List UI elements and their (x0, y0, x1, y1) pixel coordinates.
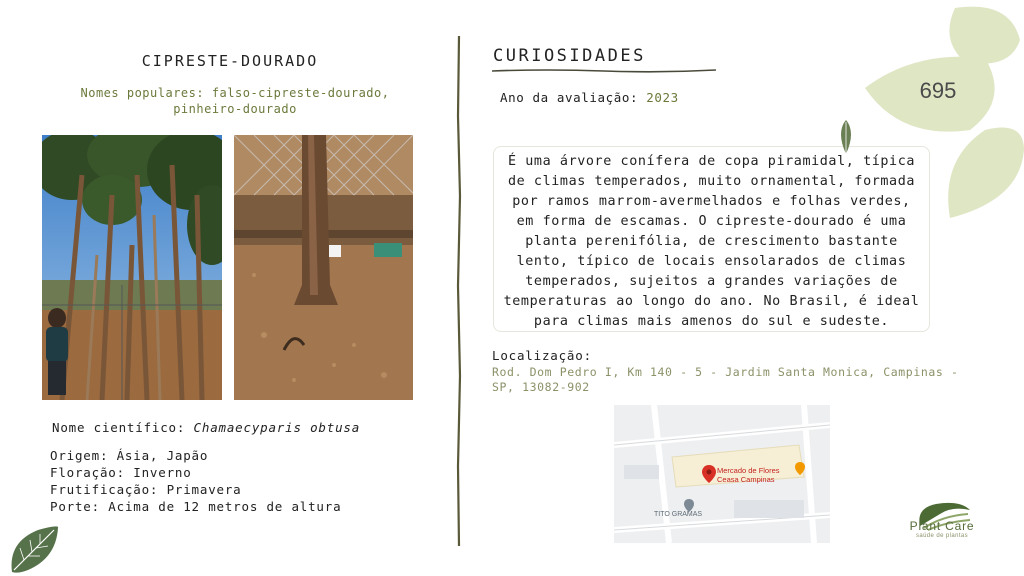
small-leaf-icon (836, 120, 856, 156)
map-poi-icon (795, 460, 805, 472)
map-pin-label: Mercado de Flores Ceasa Campinas (717, 466, 780, 484)
scientific-name: Chamaecyparis obtusa (193, 420, 361, 435)
plant-number-badge: 695 (919, 78, 957, 103)
map-place-icon (684, 497, 694, 509)
plant-title: CIPRESTE-DOURADO (141, 52, 319, 70)
popular-names: Nomes populares: falso-cipreste-dourado, pinheiro-dourado (80, 86, 390, 116)
map-place-label: TITO GRAMAS (654, 511, 703, 518)
description-text: É uma árvore conífera de copa piramidal, típica de climas temperados, muito ornamental, formada por ramos marrom-avermelhados e folhas verdes, em forma de escamas. O cipreste-dourado é uma planta perenifólia, de crescimento bastante lento, típico de locais ensolarados de climas temperados, sujeitos a grandes variações de temperaturas ao longo do ano. No Brasil, é ideal para climas mais amenos do sul e sudeste. (503, 154, 920, 329)
location-map[interactable] (614, 405, 830, 543)
tree-trunk-photo (234, 135, 413, 400)
map-pin-icon[interactable] (702, 465, 716, 479)
plant-facts-list (50, 447, 341, 515)
location-address: Rod. Dom Pedro I, Km 140 - 5 - Jardim Santa Monica, Campinas - SP, 13082-902 (492, 365, 959, 394)
decorative-leaves-icon (860, 0, 1024, 225)
fact-flowering: Floração: Inverno (50, 465, 192, 480)
curiosities-title: CURIOSIDADES (493, 46, 646, 66)
vertical-divider (455, 36, 463, 546)
fact-size: Porte: Acima de 12 metros de altura (50, 499, 342, 514)
fact-origin: Origem: Ásia, Japão (50, 448, 209, 463)
leaf-icon (8, 522, 62, 576)
brand-name: Plant Care (909, 519, 975, 533)
scientific-name-label: Nome científico: (52, 420, 186, 435)
title-underline (492, 67, 716, 75)
location-label: Localização: (492, 348, 592, 363)
brand-tagline: saúde de plantas (915, 533, 969, 539)
fact-fruiting: Frutificação: Primavera (50, 482, 242, 497)
tree-photo-row (42, 135, 222, 400)
evaluation-year: Ano da avaliação: 2023 (500, 90, 679, 105)
scientific-name-row (52, 420, 360, 435)
